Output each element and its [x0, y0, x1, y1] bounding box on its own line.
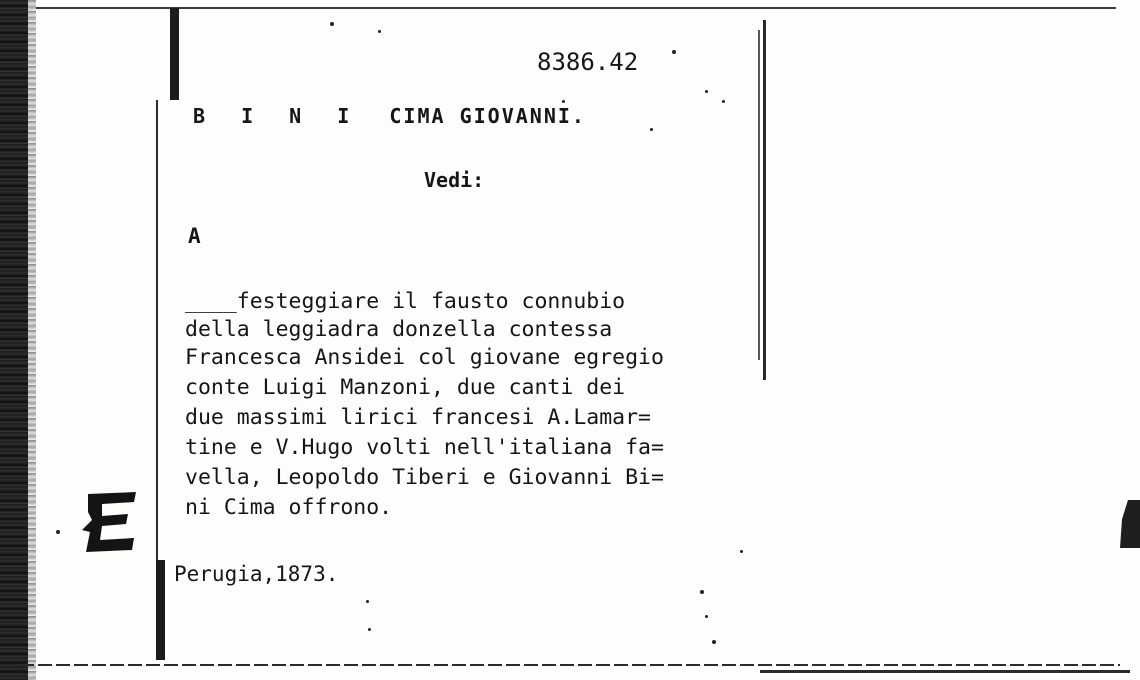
card-right-border-inner [758, 30, 760, 360]
body-line-6: tine e V.Hugo volti nell'italiana fa= [185, 435, 664, 460]
speck [700, 590, 704, 594]
speck [712, 640, 716, 644]
card-right-border [763, 20, 766, 380]
letter-E-stamp-icon [78, 488, 140, 556]
body-line-7: vella, Leopoldo Tiberi e Giovanni Bi= [185, 465, 664, 490]
speck [672, 50, 676, 54]
body-line-4: conte Luigi Manzoni, due canti dei [185, 375, 626, 400]
speck [366, 600, 369, 603]
heading-spacer [361, 104, 389, 128]
card-heading [193, 104, 586, 128]
card-top-edge [36, 7, 1116, 9]
body-line-5: due massimi lirici francesi A.Lamar= [185, 405, 651, 430]
heading-surname: B I N I [193, 104, 362, 128]
right-edge-mark [1120, 500, 1140, 548]
initial-letter: A [188, 224, 201, 248]
heading-forename: CIMA GIOVANNI. [389, 104, 586, 128]
see-label: Vedi: [424, 168, 485, 192]
place-date: Perugia,1873. [174, 562, 339, 586]
scan-edge-left [0, 0, 28, 680]
catalog-number: 8386.42 [537, 48, 639, 76]
scan-edge-shadow [28, 0, 36, 680]
speck [705, 615, 708, 618]
speck [650, 128, 653, 131]
speck [562, 100, 565, 103]
card-left-rule [170, 8, 179, 100]
body-line-3: Francesca Ansidei col giovane egregio [185, 345, 664, 370]
body-line-8: ni Cima offrono. [185, 495, 393, 520]
card-bottom-edge [20, 664, 1120, 666]
speck [740, 550, 743, 553]
speck [378, 30, 381, 33]
speck [368, 628, 371, 631]
speck [56, 530, 60, 534]
card-bottom-edge-right [760, 670, 1130, 673]
body-line-2: della leggiadra donzella contessa [185, 317, 613, 342]
speck [330, 22, 334, 26]
card-left-rule-lower [156, 560, 165, 660]
speck [722, 100, 725, 103]
speck [705, 90, 708, 93]
body-line-1: ____festeggiare il fausto connubio [185, 289, 626, 314]
